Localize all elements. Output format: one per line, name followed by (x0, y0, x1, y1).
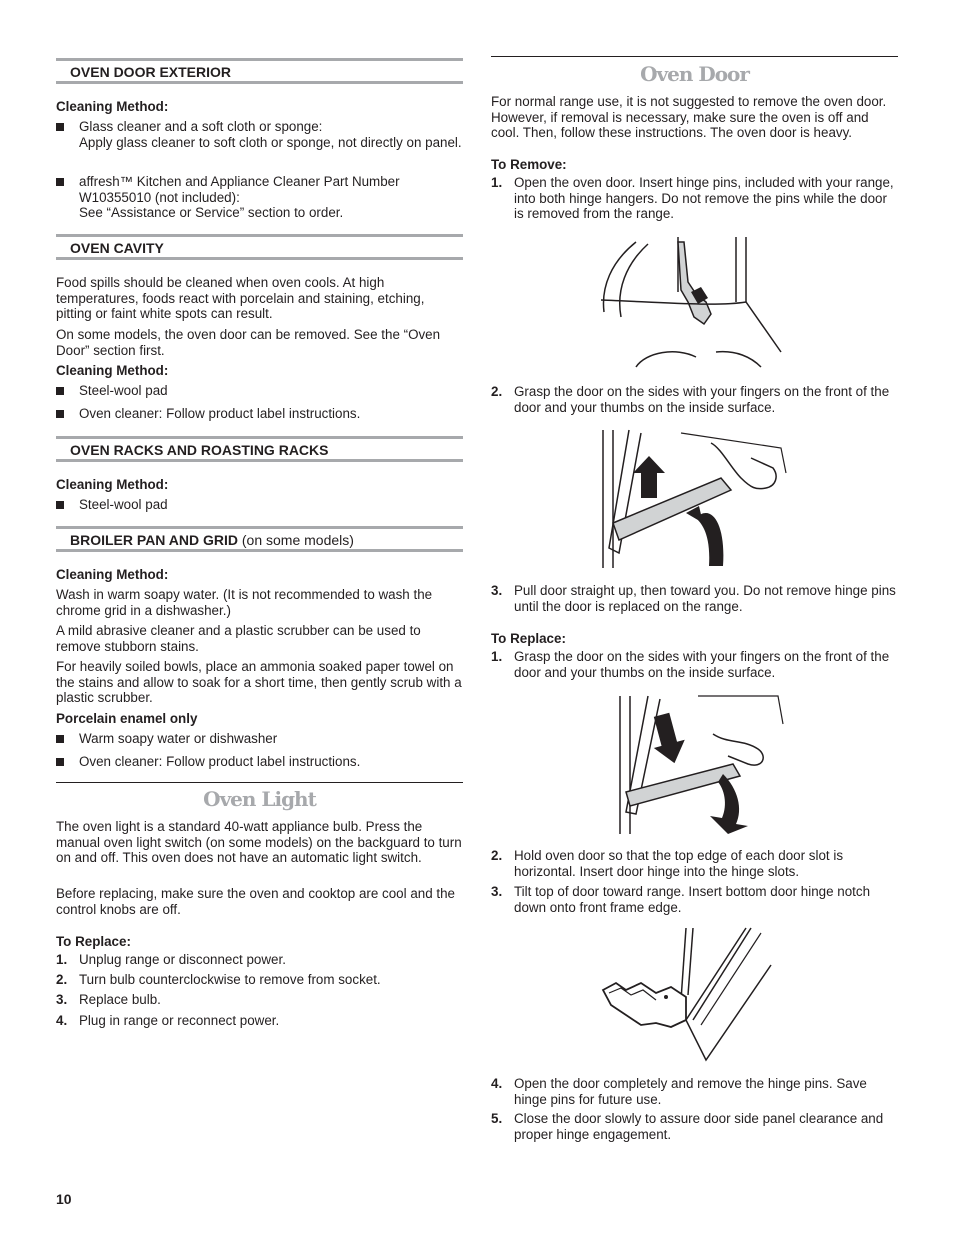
section-bar-oven-cavity (56, 234, 463, 260)
bullet-icon (56, 410, 64, 418)
cleaning-method-label: Cleaning Method: (56, 567, 169, 582)
to-remove-label: To Remove: (491, 157, 567, 172)
door-lift-illustration (601, 428, 801, 570)
bullet-icon (56, 387, 64, 395)
bullet-icon (56, 735, 64, 743)
door-replace-illustration (618, 694, 793, 836)
paragraph: Before replacing, make sure the oven and cooktop are cool and the control knobs are off. (56, 886, 455, 917)
section-divider (491, 56, 898, 57)
section-bar-oven-door-exterior (56, 58, 463, 84)
paragraph: On some models, the oven door can be removed. See the “Oven Door” section first. (56, 327, 441, 358)
bullet-icon (56, 178, 64, 186)
hinge-pin-illustration (596, 232, 796, 372)
bullet-icon (56, 123, 64, 131)
oven-light-heading: Oven Light (203, 787, 316, 811)
section-title: OVEN DOOR EXTERIOR (70, 64, 232, 80)
cleaning-method-label: Cleaning Method: (56, 363, 169, 378)
section-bar-oven-racks (56, 436, 463, 462)
paragraph: A mild abrasive cleaner and a plastic scrubber can be used to remove stubborn stains. (56, 623, 421, 654)
hinge-notch-illustration (601, 925, 776, 1067)
paragraph: For heavily soiled bowls, place an ammonia soaked paper towel on the stains and allow to soak for a short time, then gently scrub with a plastic scrubber. (56, 659, 462, 706)
to-replace-label: To Replace: (491, 631, 566, 646)
section-title: OVEN CAVITY (70, 240, 164, 256)
oven-door-heading: Oven Door (640, 62, 749, 86)
section-title: OVEN RACKS AND ROASTING RACKS (70, 442, 329, 458)
paragraph: The oven light is a standard 40-watt appliance bulb. Press the manual oven light switch (on some models) on the backguard to turn on and off. This oven does not have an automatic light switch. (56, 819, 462, 866)
to-replace-label: To Replace: (56, 934, 131, 949)
section-title: BROILER PAN AND GRID (on some models) (70, 532, 354, 548)
cleaning-method-label: Cleaning Method: (56, 477, 169, 492)
bullet-icon (56, 501, 64, 509)
bullet-icon (56, 758, 64, 766)
porcelain-label: Porcelain enamel only (56, 711, 198, 726)
paragraph: For normal range use, it is not suggested to remove the oven door. However, if removal is necessary, make sure the oven is off and cool. Then, follow these instructions. The oven door is heavy. (491, 94, 887, 141)
paragraph: Wash in warm soapy water. (It is not recommended to wash the chrome grid in a dishwasher.) (56, 587, 433, 618)
cleaning-method-label: Cleaning Method: (56, 99, 169, 114)
paragraph: Food spills should be cleaned when oven cools. At high temperatures, foods react with porcelain and staining, etching, pitting or faint white spots can result. (56, 275, 425, 322)
page-number: 10 (56, 1191, 72, 1207)
section-divider (56, 782, 463, 783)
section-bar-broiler-pan (56, 526, 463, 552)
